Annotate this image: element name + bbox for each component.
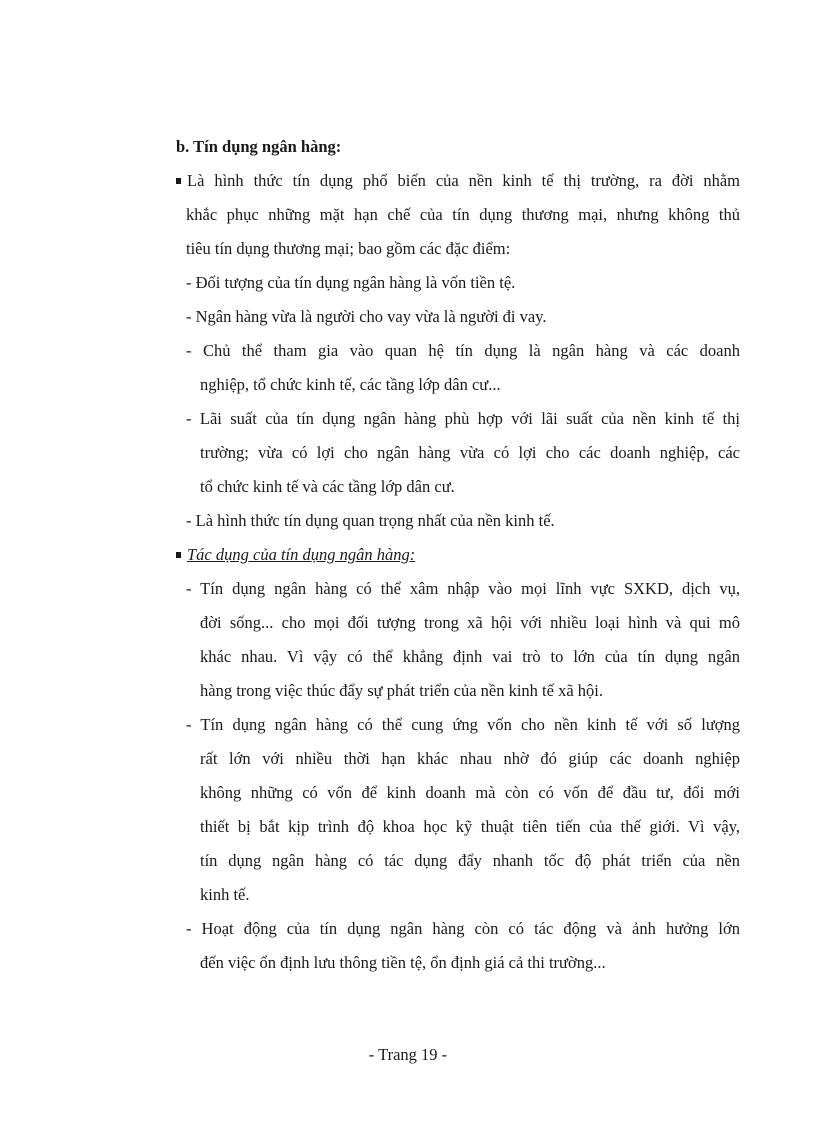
square-bullet-icon: [176, 552, 181, 558]
paragraph-line: Là hình thức tín dụng phổ biến của nền kinh tế thị trường, ra đời nhằm: [176, 164, 740, 198]
effects-list: [176, 572, 740, 980]
list-item-continuation: tín dụng ngân hàng có tác dụng đẩy nhanh tốc độ phát triển của nền: [200, 851, 740, 870]
square-bullet-icon: [176, 178, 181, 184]
subheading-text: Tác dụng của tín dụng ngân hàng:: [187, 545, 416, 564]
list-item-continuation: khác nhau. Vì vậy có thể khẳng định vai trò to lớn của tín dụng ngân: [200, 647, 740, 666]
paragraph-line: tiêu tín dụng thương mại; bao gồm các đặc điểm:: [186, 239, 511, 258]
list-item-continuation: đến việc ổn định lưu thông tiền tệ, ổn định giá cả thi trường...: [200, 953, 606, 972]
list-item-continuation: hàng trong việc thúc đẩy sự phát triển của nền kinh tế xã hội.: [200, 681, 603, 700]
list-item: - Là hình thức tín dụng quan trọng nhất của nền kinh tế.: [186, 511, 555, 530]
list-item: - Lãi suất của tín dụng ngân hàng phù hợp với lãi suất của nền kinh tế thị: [186, 409, 740, 428]
list-item-continuation: thiết bị bắt kịp trình độ khoa học kỹ thuật tiên tiến của thế giới. Vì vậy,: [200, 817, 740, 836]
list-item-continuation: không những có vốn để kinh doanh mà còn có vốn để đầu tư, đổi mới: [200, 783, 740, 802]
section-heading: b. Tín dụng ngân hàng:: [176, 137, 342, 156]
list-item: - Tín dụng ngân hàng có thể xâm nhập vào mọi lĩnh vực SXKD, dịch vụ,: [186, 579, 740, 598]
list-item-continuation: nghiệp, tổ chức kinh tế, các tầng lớp dân cư...: [200, 375, 501, 394]
features-list: [176, 266, 740, 538]
list-item: - Đối tượng của tín dụng ngân hàng là vốn tiền tệ.: [186, 273, 516, 292]
list-item-continuation: rất lớn với nhiều thời hạn khác nhau nhờ đó giúp các doanh nghiệp: [200, 749, 740, 768]
list-item-continuation: kinh tế.: [200, 885, 250, 904]
paragraph-line: khắc phục những mặt hạn chế của tín dụng thương mại, nhưng không thủ: [186, 205, 740, 224]
list-item: - Chủ thể tham gia vào quan hệ tín dụng là ngân hàng và các doanh: [186, 341, 740, 360]
list-item-continuation: trường; vừa có lợi cho ngân hàng vừa có lợi cho các doanh nghiệp, các: [200, 443, 740, 462]
list-item: - Tín dụng ngân hàng có thể cung ứng vốn cho nền kinh tế với số lượng: [186, 715, 740, 734]
section-subheading: [176, 538, 740, 572]
list-item-continuation: tổ chức kinh tế và các tầng lớp dân cư.: [200, 477, 455, 496]
list-item: - Ngân hàng vừa là người cho vay vừa là người đi vay.: [186, 307, 547, 326]
list-item-continuation: đời sống... cho mọi đối tượng trong xã hội với nhiều loại hình và qui mô: [200, 613, 740, 632]
list-item: - Hoạt động của tín dụng ngân hàng còn có tác động và ảnh hưởng lớn: [186, 919, 740, 938]
page-content: [176, 130, 740, 980]
bullet-paragraph-definition: [176, 164, 740, 266]
page-number: - Trang 19 -: [368, 1045, 448, 1064]
